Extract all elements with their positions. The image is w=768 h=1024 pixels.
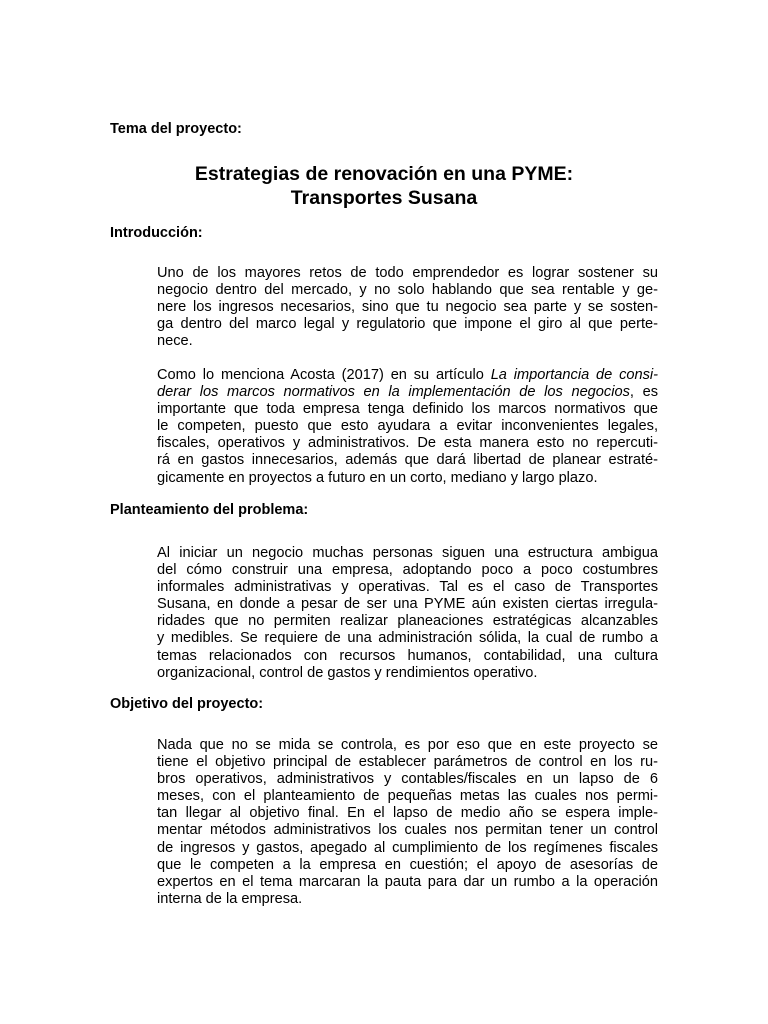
text-line: Uno de los mayores retos de todo emprendedor es lograr sostener su	[157, 265, 658, 281]
text-line: bros operativos, administrativos y contables/fiscales en un lapso de 6	[157, 771, 658, 788]
text-line: fiscales, operativos y administrativos. De esta manera esto no repercuti-	[157, 435, 658, 452]
text-line: Al iniciar un negocio muchas personas siguen una estructura ambigua	[157, 545, 658, 561]
intro-paragraph-2	[157, 367, 658, 487]
text-line: importante que toda empresa tenga definido los marcos normativos que	[157, 401, 658, 418]
text-line: que le competen a la empresa en cuestión; el apoyo de asesorías de	[157, 856, 658, 873]
text-run: Como lo menciona Acosta (2017) en su artículo	[157, 367, 491, 383]
text-line: interna de la empresa.	[157, 890, 303, 907]
text-line: de ingresos y gastos, apegado al cumplimiento de los regímenes fiscales	[157, 839, 658, 856]
text-line: ridades que no permiten realizar planeaciones estratégicas alcanzables	[157, 613, 658, 630]
text-line: y medibles. Se requiere de una administración sólida, la cual de rumbo a	[157, 630, 658, 647]
text-line: organizacional, control de gastos y rendimientos operativo.	[157, 664, 538, 681]
objective-paragraph	[157, 737, 658, 908]
text-line: temas relacionados con recursos humanos, contabilidad, una cultura	[157, 647, 658, 664]
text-line	[157, 367, 658, 384]
problem-heading: Planteamiento del problema:	[110, 502, 309, 518]
document-title	[110, 162, 658, 210]
text-line: meses, con el planteamiento de pequeñas metas las cuales nos permi-	[157, 788, 658, 805]
text-line: tan llegar al objetivo final. En el lapso de medio año se espera imple-	[157, 805, 658, 822]
text-line: mentar métodos administrativos los cuales nos permitan tener un control	[157, 822, 658, 839]
text-line: Susana, en donde a pesar de ser una PYME aún existen ciertas irregula-	[157, 596, 658, 613]
problem-paragraph	[157, 545, 658, 682]
title-line-1: Estrategias de renovación en una PYME:	[194, 163, 574, 185]
title-line-2: Transportes Susana	[290, 187, 478, 209]
text-run: , es	[629, 384, 658, 401]
text-line: informales administrativas y operativas. Tal es el caso de Transportes	[157, 579, 658, 596]
text-line: ga dentro del marco legal y regulatorio que impone el giro al que perte-	[157, 316, 658, 333]
article-title-italic: derar los marcos normativos en la implementación de los negocios	[157, 384, 630, 401]
text-line: negocio dentro del mercado, y no solo hablando que sea rentable y ge-	[157, 282, 658, 299]
intro-paragraph-1	[157, 265, 658, 350]
article-title-italic: La importancia de consi-	[490, 367, 658, 383]
text-line: tiene el objetivo principal de establecer parámetros de control en los ru-	[157, 754, 658, 771]
text-line: expertos en el tema marcaran la pauta para dar un rumbo a la operación	[157, 873, 658, 890]
text-line: rá en gastos innecesarios, además que dará libertad de planear estraté-	[157, 452, 658, 469]
text-line: nece.	[157, 333, 193, 350]
intro-heading: Introducción:	[110, 225, 203, 241]
text-line: le competen, puesto que esto ayudara a evitar inconvenientes legales,	[157, 418, 658, 435]
objective-heading: Objetivo del proyecto:	[110, 696, 264, 712]
text-line: Nada que no se mida se controla, es por eso que en este proyecto se	[157, 737, 658, 753]
text-line: gicamente en proyectos a futuro en un corto, mediano y largo plazo.	[157, 469, 598, 486]
text-line: del cómo construir una empresa, adoptando poco a poco costumbres	[157, 562, 658, 579]
text-line	[157, 384, 658, 401]
text-line: nere los ingresos necesarios, sino que tu negocio sea parte y se sosten-	[157, 299, 658, 316]
project-topic-label: Tema del proyecto:	[110, 121, 242, 137]
